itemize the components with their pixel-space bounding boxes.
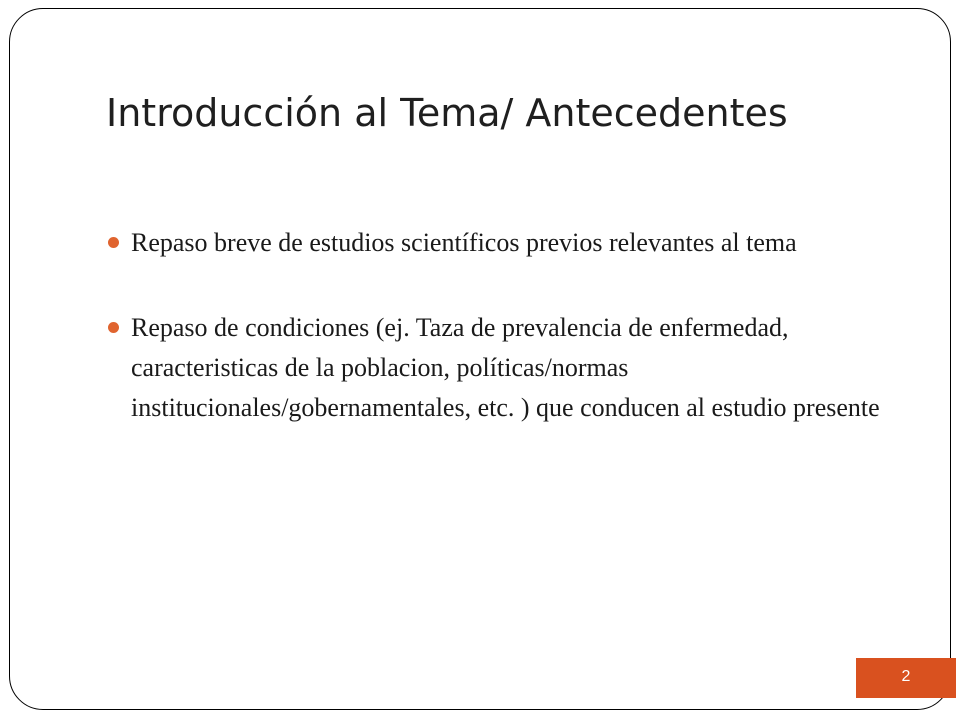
bullet-text: Repaso de condiciones (ej. Taza de prevalencia de enfermedad, caracteristicas de la poblacion, políticas/normas institucionales/gobernamentales, etc. ) que conducen al estudio presente bbox=[131, 313, 880, 422]
bullet-dot-icon bbox=[108, 322, 119, 333]
bullet-item bbox=[106, 223, 916, 263]
bullet-item bbox=[106, 308, 916, 428]
bullet-text: Repaso breve de estudios scientíficos previos relevantes al tema bbox=[131, 228, 797, 257]
slide-title: Introducción al Tema/ Antecedentes bbox=[106, 91, 788, 135]
page-number-badge: 2 bbox=[856, 658, 956, 698]
bullet-list bbox=[106, 223, 916, 428]
bullet-dot-icon bbox=[108, 237, 119, 248]
